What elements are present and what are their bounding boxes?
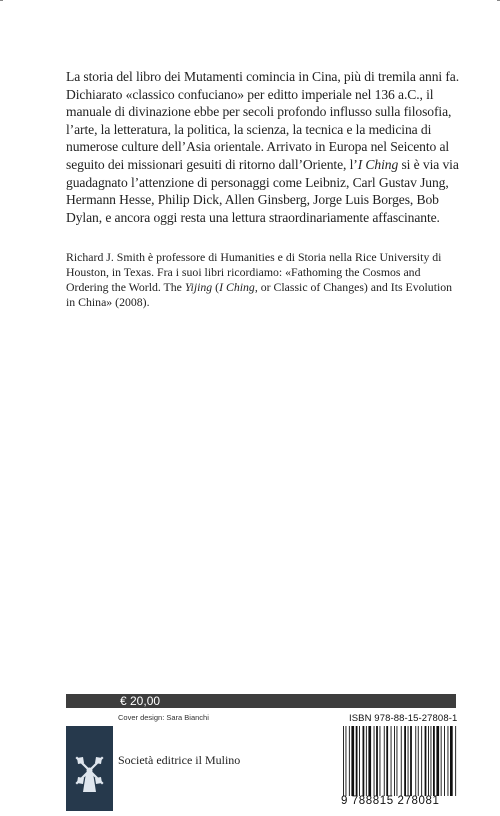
description-title-italic: I Ching [357, 156, 399, 172]
author-bio [66, 250, 461, 310]
barcode-bar [431, 726, 432, 796]
barcode-bar [404, 726, 406, 796]
barcode-bar [428, 726, 429, 796]
barcode-bar [410, 726, 412, 796]
barcode-bar [394, 726, 395, 796]
isbn-label: ISBN 978-88-15-27808-1 [349, 713, 458, 724]
back-cover-description [66, 68, 466, 226]
barcode-bar [374, 726, 375, 796]
cover-design-credit: Cover design: Sara Bianchi [118, 713, 209, 722]
windmill-icon [66, 726, 113, 811]
description-text-2: si è via via guadagnato l’attenzione di personaggi come Leibniz, Carl Gustav Jung, Hermann Hesse, Philip Dick, Allen Ginsberg, Jorge Luis Borges, Bob Dylan, e ancora oggi resta una lettura straordinariamente affascinante. [66, 156, 459, 225]
crop-mark-left [0, 0, 3, 1]
barcode-digits: 9 788815 278081 [341, 795, 440, 807]
barcode-bar [346, 726, 347, 796]
barcode-bar [376, 726, 378, 796]
barcode-bar [421, 726, 422, 796]
bio-text-3: , or Classic of Changes) and Its Evolution in China» (2008). [66, 280, 453, 309]
barcode-bar [444, 726, 445, 796]
barcode-bar [418, 726, 419, 796]
bio-italic-1: Yijing [184, 280, 213, 294]
barcode-bar [349, 726, 350, 796]
barcode-bar [366, 726, 367, 796]
barcode-bar [450, 726, 453, 796]
barcode-bar [448, 726, 449, 796]
barcode-bar [359, 726, 360, 796]
publisher-name: Società editrice il Mulino [118, 753, 241, 767]
barcode-bar [401, 726, 402, 796]
barcode-bar [408, 726, 409, 796]
barcode-bar [356, 726, 358, 796]
barcode-bar [386, 726, 388, 796]
description-text-1: La storia del libro dei Mutamenti comincia in Cina, più di tremila anni fa. Dichiarato «classico confuciano» per editto imperiale nel 136 a.C., il manuale di divinazione ebbe per secoli profondo influsso sulla filosofia, l’arte, la letteratura, la politica, la scienza, la tecnica e la medicina di numerose culture dell’Asia orientale. Arrivato in Europa nel Seicento al seguito dei missionari gesuiti di ritorno dall’Oriente, l’ [66, 69, 460, 172]
publisher-logo [66, 726, 113, 811]
barcode-bar [384, 726, 385, 796]
price-label: € 20,00 [120, 694, 161, 708]
barcode-bar [380, 726, 381, 796]
barcode-bar [441, 726, 442, 796]
barcode-bar [436, 726, 439, 796]
barcode-bar [425, 726, 427, 796]
barcode-bar [397, 726, 398, 796]
barcode-bar [433, 726, 435, 796]
bio-italic-2: I Ching [219, 280, 255, 294]
price-bar [66, 694, 456, 708]
barcode-bar [391, 726, 392, 796]
barcode-bar [363, 726, 365, 796]
barcode-bar [415, 726, 416, 796]
bio-text-1: Richard J. Smith è professore di Humanities e di Storia nella Rice University di Houston, in Texas. Fra i suoi libri ricordiamo: «Fathoming the Cosmos and Ordering the World. The [66, 250, 442, 294]
bio-text-2: ( [212, 280, 220, 294]
barcode [341, 726, 458, 796]
barcode-bar [351, 726, 354, 796]
barcode-bar [368, 726, 371, 796]
barcode-bar [343, 726, 344, 796]
barcode-bar [455, 726, 456, 796]
